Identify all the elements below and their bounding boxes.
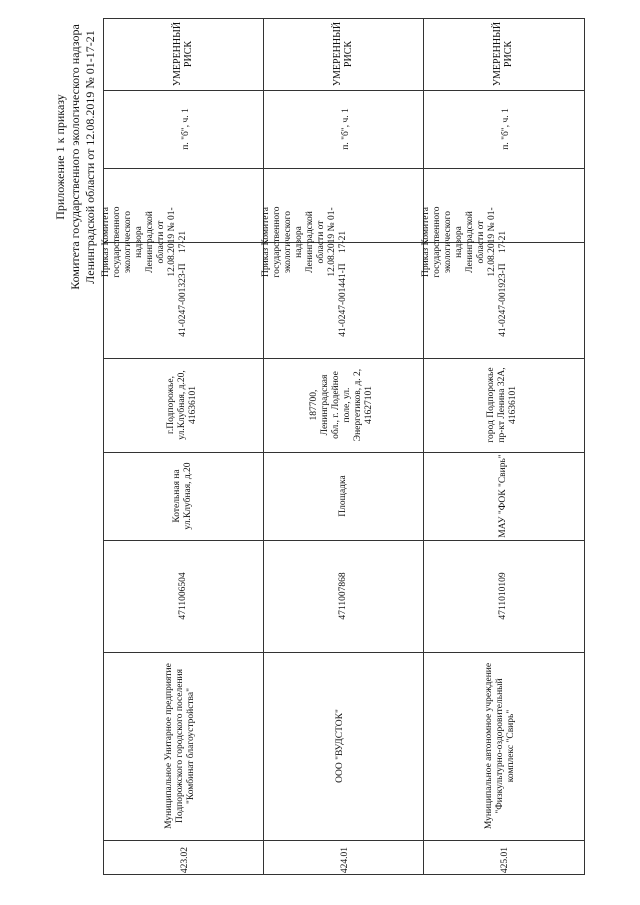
address-cell: г.Подпорожье, ул.Клубная, д.20, 41636101 — [165, 370, 198, 440]
inn-cell: 4711007868 — [337, 572, 348, 620]
object-cell: Котельная на ул.Клубная, д.20 — [172, 462, 193, 530]
code-cell: 41-0247-001441-П — [337, 263, 348, 337]
order-cell: Приказ Комитета государственного экологического надзора Ленинградской области от 12.08.2019 № 01-17-21 — [261, 206, 348, 278]
address-cell: 187700, Ленинградская обл., г. Лодейное поле, ул. Энергетиков, д. 2, 41627101 — [309, 368, 374, 442]
object-cell: Площадка — [337, 475, 348, 517]
row-separator — [423, 18, 424, 875]
row-number: 423.02 — [179, 846, 190, 874]
basis-cell: п. "б", ч. 1 — [180, 108, 191, 150]
table-border-left — [103, 18, 104, 875]
org-cell: Муниципальное Унитарное предприятие Подпорожского городского поселения "Комбинат благоустройства" — [163, 663, 196, 829]
risk-cell: УМЕРЕННЫЙ РИСК — [172, 21, 194, 87]
org-cell: ООО "ВУДСТОК" — [334, 709, 345, 783]
basis-cell: п. "б", ч. 1 — [340, 108, 351, 150]
row-number: 425.01 — [499, 846, 510, 874]
address-cell: город Подпорожье пр-кт Ленина 32А, 41636101 — [485, 367, 518, 443]
column-separator — [103, 840, 585, 841]
object-cell: МАУ "ФОК "Свирь" — [497, 454, 508, 538]
code-cell: 41-0247-001923-П — [497, 263, 508, 337]
inn-cell: 4711006504 — [177, 572, 188, 620]
basis-cell: п. "б", ч. 1 — [500, 108, 511, 150]
row-separator — [263, 18, 264, 875]
risk-cell: УМЕРЕННЫЙ РИСК — [332, 21, 354, 87]
code-cell: 41-0247-001323-П — [177, 263, 188, 337]
inn-cell: 4711010109 — [497, 572, 508, 620]
org-cell: Муниципальное автономное учреждение "Физкультурно-оздоровительный комплекс "Свирь" — [483, 662, 516, 830]
header-line-3: Ленинградской области от 12.08.2019 № 01-17-21 — [83, 30, 97, 284]
header-line-2: Комитета государственного экологического надзора — [68, 24, 82, 290]
order-cell: Приказ Комитета государственного экологического надзора Ленинградской области от 12.08.2019 № 01-17-21 — [101, 206, 188, 278]
risk-cell: УМЕРЕННЫЙ РИСК — [492, 21, 514, 87]
header-line-1: Приложение 1 к приказу — [53, 94, 67, 220]
table-border-right — [584, 18, 585, 875]
row-number: 424.01 — [339, 846, 350, 874]
column-separator — [103, 168, 585, 169]
order-cell: Приказ Комитета государственного экологического надзора Ленинградской области от 12.08.2019 № 01-17-21 — [421, 206, 508, 278]
